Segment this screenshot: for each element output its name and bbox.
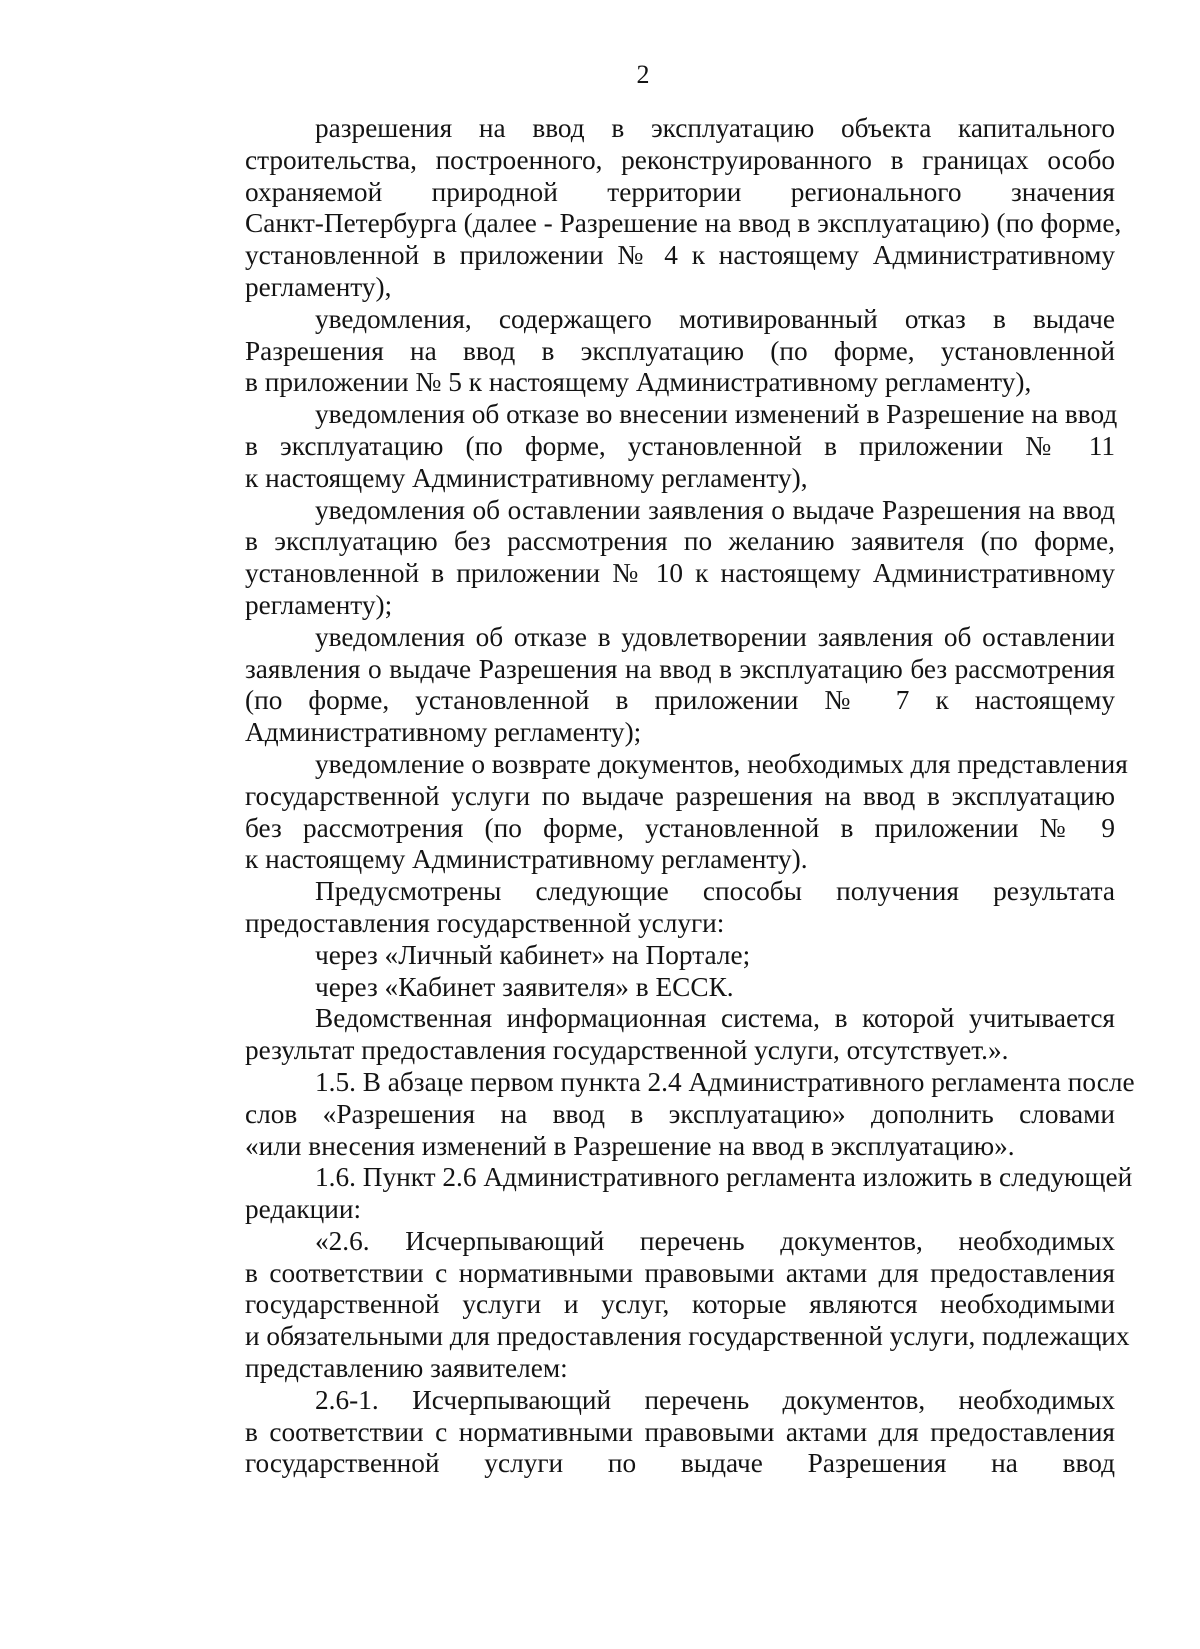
text-line: в приложении № 5 к настоящему Административному регламенту), (245, 367, 1032, 398)
text-line: и обязательными для предоставления государственной услуги, подлежащих (245, 1321, 1130, 1352)
text-line: предоставления государственной услуги: (245, 907, 725, 938)
text-line: 2.6-1. Исчерпывающий перечень документов, необходимых (315, 1384, 1115, 1415)
text-line: к настоящему Административному регламенту). (245, 844, 808, 875)
text-line: представлению заявителем: (245, 1353, 568, 1384)
text-line: 1.6. Пункт 2.6 Административного регламента изложить в следующей (315, 1162, 1133, 1193)
text-line: к настоящему Административному регламенту), (245, 462, 808, 493)
paragraph (175, 1225, 1130, 1385)
paragraph (175, 940, 1115, 972)
text-line: уведомления об отказе во внесении изменений в Разрешение на ввод (315, 399, 1118, 430)
text-line: Разрешения на ввод в эксплуатацию (по форме, установленной (245, 335, 1115, 366)
paragraph (175, 622, 1115, 749)
text-line: государственной услуги по выдаче разрешения на ввод в эксплуатацию (245, 780, 1115, 811)
text-line: результат предоставления государственной услуги, отсутствует.». (245, 1035, 1009, 1066)
text-line: уведомления, содержащего мотивированный отказ в выдаче (315, 303, 1115, 334)
text-line: «2.6. Исчерпывающий перечень документов, необходимых (315, 1225, 1115, 1256)
text-line: слов «Разрешения на ввод в эксплуатацию» дополнить словами (245, 1098, 1115, 1129)
text-line: в соответствии с нормативными правовыми актами для предоставления (245, 1257, 1115, 1288)
text-line: через «Личный кабинет» на Портале; (315, 939, 751, 970)
text-line: в соответствии с нормативными правовыми актами для предоставления (245, 1416, 1115, 1447)
paragraph (175, 113, 1122, 304)
text-line: Ведомственная информационная система, в которой учитывается (315, 1003, 1115, 1034)
text-line: без рассмотрения (по форме, установленной в приложении № 9 (245, 812, 1115, 843)
text-line: 1.5. В абзаце первом пункта 2.4 Административного регламента после (315, 1066, 1135, 1097)
paragraph (175, 495, 1115, 622)
paragraph (175, 1162, 1133, 1226)
text-line: Административному регламенту); (245, 717, 642, 748)
text-line: уведомление о возврате документов, необходимых для представления (315, 748, 1128, 779)
text-line: через «Кабинет заявителя» в ЕССК. (315, 971, 734, 1002)
text-line: заявления о выдаче Разрешения на ввод в эксплуатацию без рассмотрения (245, 653, 1115, 684)
text-line: государственной услуги и услуг, которые являются необходимыми (245, 1289, 1115, 1320)
paragraph (175, 876, 1115, 940)
page-number: 2 (636, 60, 650, 89)
text-line: установленной в приложении № 4 к настоящему Административному (245, 240, 1115, 271)
text-line: редакции: (245, 1194, 362, 1225)
text-line: в эксплуатацию без рассмотрения по желанию заявителя (по форме, (245, 526, 1115, 557)
document-body (175, 113, 1135, 1480)
paragraph (175, 304, 1115, 399)
text-line: разрешения на ввод в эксплуатацию объекта капитального (315, 113, 1115, 143)
text-line: Предусмотрены следующие способы получения результата (315, 876, 1115, 907)
paragraph (175, 748, 1128, 876)
text-line: в эксплуатацию (по форме, установленной в приложении № 11 (245, 430, 1115, 461)
text-line: уведомления об оставлении заявления о выдаче Разрешения на ввод (315, 494, 1115, 525)
text-line: охраняемой природной территории регионального значения (245, 176, 1115, 207)
paragraph (175, 1003, 1115, 1067)
text-line: установленной в приложении № 10 к настоящему Административному (245, 558, 1115, 589)
text-line: Санкт-Петербурга (далее - Разрешение на ввод в эксплуатацию) (по форме, (245, 208, 1122, 239)
text-line: уведомления об отказе в удовлетворении заявления об оставлении (315, 621, 1115, 652)
text-line: государственной услуги по выдаче Разрешения на ввод (245, 1448, 1115, 1479)
text-line: строительства, построенного, реконструированного в границах особо (245, 144, 1115, 175)
paragraph (175, 1066, 1135, 1162)
paragraph (175, 1385, 1115, 1480)
paragraph (175, 399, 1118, 494)
text-line: регламенту), (245, 271, 392, 302)
text-line: (по форме, установленной в приложении № 7 к настоящему (245, 685, 1115, 716)
text-line: «или внесения изменений в Разрешение на ввод в эксплуатацию». (245, 1130, 1015, 1161)
text-line: регламенту); (245, 589, 393, 620)
paragraph (175, 972, 1115, 1004)
